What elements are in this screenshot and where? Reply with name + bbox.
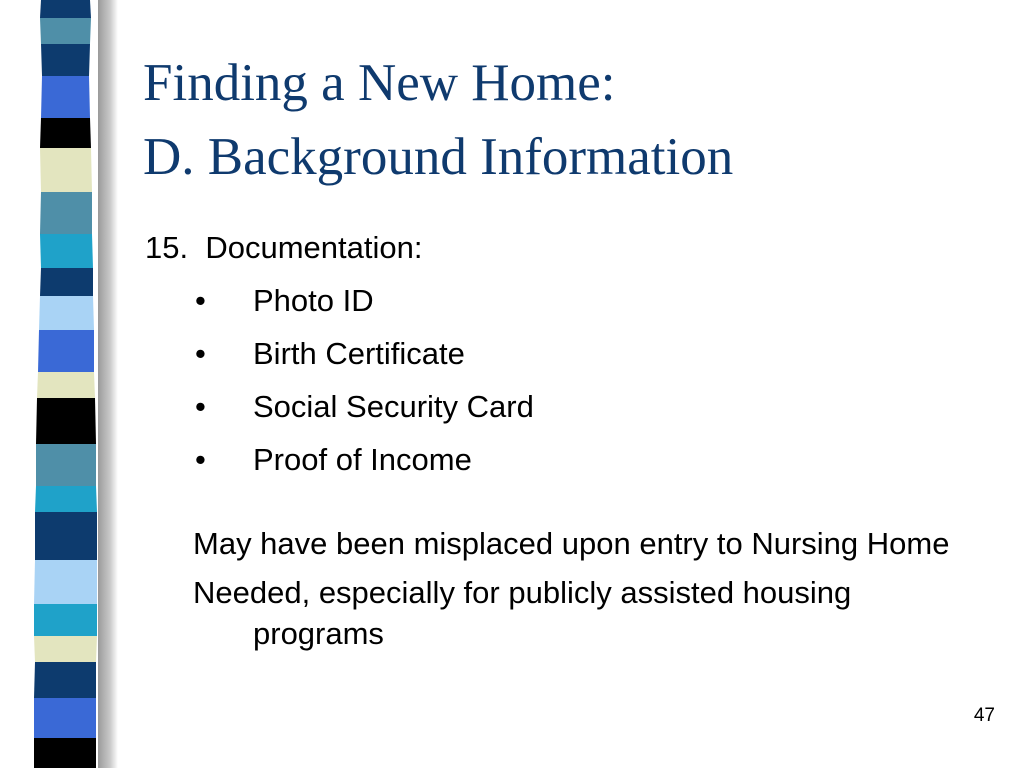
list-item [145, 380, 1005, 433]
list-item [145, 274, 1005, 327]
list-item-label: Proof of Income [253, 442, 472, 477]
list-item [145, 327, 1005, 380]
slide-title [143, 46, 1003, 194]
list-item-label: Birth Certificate [253, 336, 465, 371]
title-line-1: Finding a New Home: [143, 54, 616, 112]
bullet-icon: • [195, 336, 206, 371]
bullet-icon: • [195, 283, 206, 318]
page-number: 47 [973, 705, 995, 726]
note-needed: Needed, especially for publicly assisted housing programs [193, 575, 852, 651]
list-item [145, 433, 1005, 486]
decorative-stripe [0, 0, 118, 768]
list-item-label: Social Security Card [253, 389, 534, 424]
title-line-2: D. Background Information [143, 128, 734, 186]
bullet-icon: • [195, 389, 206, 424]
document-list [145, 274, 1005, 486]
list-item-label: Photo ID [253, 283, 374, 318]
bullet-icon: • [195, 442, 206, 477]
notes [145, 523, 1005, 654]
section-heading: 15. Documentation: [145, 230, 423, 265]
note-misplaced: May have been misplaced upon entry to Nursing Home [193, 526, 950, 561]
slide-body [145, 222, 1005, 662]
